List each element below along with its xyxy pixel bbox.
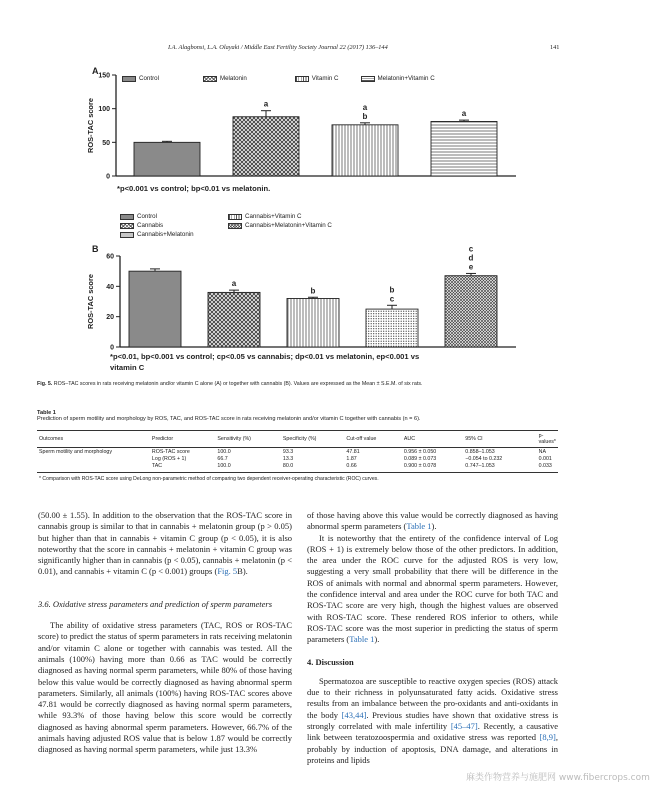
table-cell: Sperm motility and morphology bbox=[39, 448, 113, 455]
right-p3-text-d: , probably by induction of apoptosis, DNA damage, and alterations in proteins and lipids bbox=[307, 732, 558, 765]
table-cell bbox=[37, 455, 150, 462]
section-heading-4: 4. Discussion bbox=[307, 656, 354, 667]
right-paragraph-2 bbox=[307, 533, 558, 646]
legend-b-label-1: Cannabis bbox=[137, 222, 164, 229]
panel-b-footnote-line2: vitamin C bbox=[110, 363, 145, 372]
left-paragraph-1 bbox=[38, 510, 292, 578]
table-footnote: * Comparison with ROS-TAC score using DeLong non-parametric method of comparing two dependent receiver-operating characteristic (ROC) curves. bbox=[39, 476, 379, 482]
legend-a-label-3: Melatonin+Vitamin C bbox=[377, 75, 435, 82]
right-paragraph-1 bbox=[307, 510, 558, 533]
bar-vitamin-c bbox=[332, 125, 398, 176]
y-tick-label: 40 bbox=[106, 283, 114, 291]
table-cell: −0.054 to 0.232 bbox=[465, 455, 503, 462]
table-1-link[interactable]: Table 1 bbox=[406, 521, 432, 532]
table-cell: ROS-TAC score bbox=[151, 448, 190, 455]
table-row bbox=[37, 448, 558, 456]
table-row bbox=[37, 455, 558, 462]
citation-link[interactable]: [8,9] bbox=[539, 732, 556, 743]
caption-text: ROS–TAC scores in rats receiving melatonin and/or vitamin C alone (A) or together with cannabis (B). Values are expressed as the Mean ± S.E.M. of six rats. bbox=[53, 381, 423, 387]
table-cell: 100.0 bbox=[217, 448, 231, 455]
citation-link[interactable]: [45–47] bbox=[450, 721, 478, 732]
table-cell: TAC bbox=[150, 462, 215, 472]
table-1-link[interactable]: Table 1 bbox=[349, 634, 375, 645]
bar-cannabis-vitamin-c bbox=[287, 298, 339, 347]
significance-label: a bbox=[461, 109, 467, 119]
fig-5-link[interactable]: Fig. 5 bbox=[217, 566, 238, 577]
y-tick-label: 60 bbox=[106, 253, 114, 261]
col-header: Cut-off value bbox=[344, 431, 401, 448]
significance-label: b bbox=[310, 286, 316, 296]
right-column bbox=[307, 510, 558, 766]
y-tick-label: 20 bbox=[106, 314, 114, 322]
page-number: 141 bbox=[550, 44, 560, 51]
y-axis-label: ROS-TAC score bbox=[86, 98, 95, 153]
col-header: Specificity (%) bbox=[281, 431, 345, 448]
bar-cannabis-melatonin-vitamin-c bbox=[445, 276, 497, 347]
chart-panel-a bbox=[80, 64, 520, 184]
table-cell: NA bbox=[538, 448, 546, 455]
significance-label: b bbox=[362, 111, 368, 121]
bar-cannabis-melatonin bbox=[366, 309, 418, 347]
table-cell: 0.001 bbox=[538, 455, 552, 462]
panel-a-footnote: *p<0.001 vs control; bp<0.01 vs melatonin. bbox=[117, 184, 271, 193]
col-header: Outcomes bbox=[37, 431, 150, 448]
bar-melatonin bbox=[233, 117, 299, 176]
table-cell: Log (ROS + 1) bbox=[151, 455, 187, 462]
significance-label: a bbox=[362, 102, 368, 112]
col-header: Sensitivity (%) bbox=[215, 431, 281, 448]
legend-a-label-1: Melatonin bbox=[219, 75, 247, 82]
table-cell: 0.089 ± 0.073 bbox=[403, 455, 437, 462]
y-tick-label: 0 bbox=[110, 344, 114, 352]
significance-label: a bbox=[231, 279, 237, 289]
bar-control bbox=[129, 271, 181, 347]
table-cell: 100.0 bbox=[215, 462, 281, 472]
table-label: Table 1 bbox=[37, 410, 56, 416]
table-title: Prediction of sperm motility and morphology by ROS, TAC, and ROS-TAC score in rats receiving melatonin and/or vitamin C together with cannabis (n = 6). bbox=[37, 416, 421, 422]
chart-panel-b bbox=[80, 240, 520, 352]
col-header: 95% CI bbox=[463, 431, 536, 448]
left-p1-text: (50.00 ± 1.55). In addition to the observation that the ROS-TAC score in cannabis group is similar to that in cannabis + melatonin group (p > 0.05) but higher than that in cannabis + vitamin C group (p < 0.05), it is also noteworthy that the score in cannabis + melatonin + vitamin C group was significantly higher than in cannabis (p < 0.05), cannabis + melatonin (p < 0.01), and cannabis + vitamin C (p < 0.001) groups ( bbox=[38, 510, 292, 577]
col-header: AUC bbox=[402, 431, 463, 448]
right-p3-text-a: Spermatozoa are susceptible to reactive oxygen species (ROS) attack due to their richness in polyunsaturated fatty acids. Oxidative stress results from an imbalance between the pro-oxidants and anti-oxidants in the body bbox=[307, 675, 558, 720]
table-header-row bbox=[37, 431, 558, 448]
table-cell: 0.747–1.053 bbox=[463, 462, 536, 472]
y-tick-label: 100 bbox=[98, 106, 110, 114]
legend-b-label-3: Cannabis+Vitamin C bbox=[245, 213, 302, 220]
table-cell: 93.3 bbox=[282, 448, 294, 455]
table-cell: 0.033 bbox=[537, 462, 558, 472]
table-cell: 0.858–1.053 bbox=[465, 448, 495, 455]
legend-b-col2 bbox=[228, 212, 332, 230]
right-p1-end: ). bbox=[431, 521, 437, 532]
significance-label: c bbox=[468, 244, 474, 254]
right-paragraph-3 bbox=[307, 676, 558, 766]
table-cell: 47.81 bbox=[346, 448, 360, 455]
table-cell: 80.0 bbox=[281, 462, 345, 472]
running-title: I.A. Alagbonsi, L.A. Olayaki / Middle East Fertility Society Journal 22 (2017) 136–144 bbox=[168, 44, 388, 51]
y-tick-label: 0 bbox=[106, 173, 110, 181]
legend-a-label-2: Vitamin C bbox=[311, 75, 339, 82]
bar-melatonin-vitamin-c bbox=[431, 121, 497, 176]
legend-swatch-cannabis bbox=[120, 223, 134, 229]
legend-swatch-control-b bbox=[120, 214, 134, 220]
caption-label: Fig. 5. bbox=[37, 381, 53, 387]
bar-cannabis bbox=[208, 292, 260, 347]
legend-b-label-2: Cannabis+Melatonin bbox=[137, 231, 194, 238]
significance-label: d bbox=[468, 253, 474, 263]
panel-a-letter: A bbox=[92, 66, 99, 76]
data-table bbox=[37, 430, 558, 473]
bar-control bbox=[134, 142, 200, 176]
right-p2-text: It is noteworthy that the entirety of the confidence interval of Log (ROS + 1) is extremely below those of the other predictors. In addition, the area under the ROC curve for the adjusted ROS is very low, suggesting a very small probability that there will be difference in the ROS of animals with normal and abnormal sperm parameters. However, the confidence interval and area under the ROC curve for both TAC and ROS-TAC score are very high, though the highest values are observed with ROS-TAC score. These rendered ROS inferior to others, while ROS-TAC score was the most superior in predicting the status of sperm parameters ( bbox=[307, 532, 558, 645]
left-column bbox=[38, 510, 292, 756]
figure-caption bbox=[37, 381, 422, 387]
table-title-block bbox=[37, 410, 421, 422]
table-row bbox=[37, 462, 558, 472]
right-p1-text: of those having above this value would be correctly diagnosed as having abnormal sperm parameters ( bbox=[307, 510, 558, 532]
right-p2-end: ). bbox=[374, 634, 380, 645]
significance-label: c bbox=[389, 294, 395, 304]
table-cell: 66.7 bbox=[217, 455, 228, 462]
table-cell: 0.66 bbox=[344, 462, 401, 472]
table-cell: 0.900 ± 0.078 bbox=[402, 462, 463, 472]
left-paragraph-2: The ability of oxidative stress parameters (TAC, ROS or ROS-TAC score) to predict the status of sperm parameters in rats receiving melatonin and/or vitamin C alone or together with cannabis was tested. All the animals (100%) having more than 0.66 as TAC would be correctly diagnosed as having normal sperm parameters, while 80% of those having below this value would be correctly diagnosed as having abnormal sperm parameters. Similarly, all animals (100%) having ROS-TAC scores above 47.81 would be correctly diagnosed as having normal sperm parameters, while 93.3% of those having below this score would be correctly diagnosed as having abnormal sperm parameters. However, 66.7% of the animals having adjusted ROS value that is below 1.87 would be correctly diagnosed as having normal sperm parameters, while just 13.3% bbox=[38, 620, 292, 755]
legend-b-label-4: Cannabis+Melatonin+Vitamin C bbox=[245, 222, 332, 229]
right-p3-text-c: . Recently, a causative link between teratozoospermia and oxidative stress was reported bbox=[307, 721, 558, 743]
watermark: 麻类作物营养与施肥网 www.fibercrops.com bbox=[466, 773, 650, 783]
legend-b-label-0: Control bbox=[137, 213, 157, 220]
legend-swatch-cannabis-melatonin-vitamin-c bbox=[228, 223, 242, 229]
table-cell bbox=[37, 462, 150, 472]
right-p3-text-b: . Previous studies have shown that oxidative stress is strongly correlated with male infertility bbox=[307, 709, 558, 732]
col-header: Predictor bbox=[150, 431, 215, 448]
panel-b-letter: B bbox=[92, 244, 99, 254]
legend-a-label-0: Control bbox=[139, 75, 159, 82]
legend-swatch-cannabis-melatonin bbox=[120, 232, 134, 238]
section-heading-3-6: 3.6. Oxidative stress parameters and prediction of sperm parameters bbox=[38, 598, 273, 609]
y-axis-label: ROS-TAC score bbox=[86, 274, 95, 329]
left-p1-end: B). bbox=[237, 566, 248, 577]
table-cell: 1.87 bbox=[346, 455, 357, 462]
citation-link[interactable]: [43,44] bbox=[341, 709, 367, 720]
table-cell: 13.3 bbox=[282, 455, 294, 462]
significance-label: b bbox=[389, 285, 395, 295]
y-tick-label: 150 bbox=[98, 72, 110, 80]
significance-label: e bbox=[468, 262, 474, 272]
y-tick-label: 50 bbox=[102, 139, 110, 147]
significance-label: a bbox=[263, 99, 269, 109]
col-header: p-values* bbox=[537, 431, 558, 448]
table-cell: 0.956 ± 0.050 bbox=[403, 448, 437, 455]
panel-b-footnote-line1: *p<0.01, bp<0.001 vs control; cp<0.05 vs cannabis; dp<0.01 vs melatonin, ep<0.001 vs bbox=[110, 352, 420, 361]
legend-b bbox=[120, 212, 194, 239]
legend-swatch-cannabis-vitamin-c bbox=[228, 214, 242, 220]
